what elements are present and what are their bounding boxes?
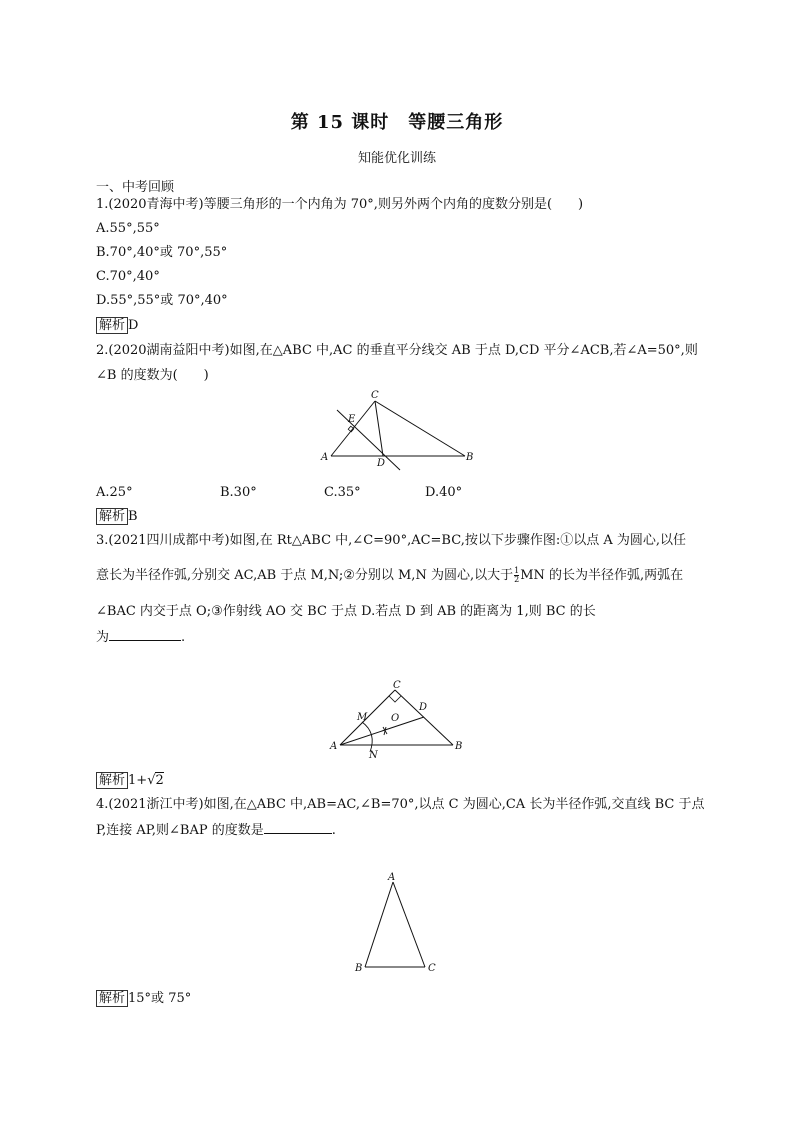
q2-option-b: B.30° [220,485,257,500]
q1-option-d: D.55°,55°或 70°,40° [96,293,228,308]
q2-stem-line2: ∠B 的度数为( ) [96,368,209,383]
q3-label-n: N [369,750,378,761]
q4-label-b: B [355,963,363,974]
q3-label-b: B [455,741,463,752]
q2-label-d: D [377,458,386,469]
sqrt-icon: √ [147,773,156,788]
q3-frac-num: 1 [514,566,520,575]
q1-analysis [96,317,138,334]
q2-label-e: E [348,414,356,425]
q2-label-b: B [466,452,474,463]
q4-answer: 15°或 75° [128,991,192,1006]
q3-right-angle-mark [389,696,401,702]
q4-analysis [96,990,191,1007]
q2-side-cb [375,401,465,456]
q4-stem-line2: P,连接 AP,则∠BAP 的度数是 . [96,823,336,838]
q4-answer-blank [264,821,332,834]
q3-answer-root: 2 [155,773,164,788]
q3-stem-line1: 3.(2021四川成都中考)如图,在 Rt△ABC 中,∠C=90°,AC=BC,按以下步骤作图:①以点 A 为圆心,以任 [96,533,687,548]
analysis-tag: 解析 [96,317,128,334]
q4-label-c: C [428,963,436,974]
page-title: 第 15 课时 等腰三角形 [290,112,504,133]
q4-side-ac [393,882,425,967]
q3-label-c: C [393,680,401,691]
q2-option-c: C.35° [324,485,361,500]
q3-stem-line4-text: 为 [96,630,110,645]
section-heading: 一、中考回顾 [96,180,175,195]
q3-ray-ad [340,717,424,745]
q3-answer-blank [109,628,181,641]
q2-stem-line1: 2.(2020湖南益阳中考)如图,在△ABC 中,AC 的垂直平分线交 AB 于点 D,CD 平分∠ACB,若∠A=50°,则 [96,343,698,358]
q3-stem-line3: ∠BAC 内交于点 O;③作射线 AO 交 BC 于点 D.若点 D 到 AB 的距离为 1,则 BC 的长 [96,604,596,619]
q4-stem-line1: 4.(2021浙江中考)如图,在△ABC 中,AB=AC,∠B=70°,以点 C 为圆心,CA 长为半径作弧,交直线 BC 于点 [96,797,705,812]
q3-stem-line4: 为 . [96,630,186,645]
q1-option-b: B.70°,40°或 70°,55° [96,245,228,260]
q3-stem-line2 [96,567,683,584]
q3-side-ac [340,690,395,745]
analysis-tag: 解析 [96,990,128,1007]
q3-stem-line2b: MN 的长为半径作弧,两弧在 [520,568,684,583]
q3-stem-line2a: 意长为半径作弧,分别交 AC,AB 于点 M,N;②分别以 M,N 为圆心,以大于 [96,568,514,583]
q4-label-a: A [388,872,396,883]
page-subtitle: 知能优化训练 [357,151,436,166]
q3-label-d: D [419,702,428,713]
q4-stem-line2-text: P,连接 AP,则∠BAP 的度数是 [96,823,264,838]
q3-figure [325,678,470,763]
q2-figure [315,388,485,473]
q2-label-c: C [371,390,379,401]
analysis-tag: 解析 [96,508,128,525]
analysis-tag: 解析 [96,772,128,789]
q3-frac-den: 2 [514,575,520,584]
q3-label-m: M [357,712,368,723]
q2-bisector-line [337,410,400,470]
q2-option-a: A.25° [96,485,133,500]
q4-figure [350,870,440,980]
q3-label-o: O [391,713,400,724]
q4-side-ab [365,882,393,967]
q2-option-d: D.40° [425,485,463,500]
q3-fraction [514,567,519,584]
q1-answer: D [128,318,139,333]
q1-option-a: A.55°,55° [96,221,160,236]
q1-option-c: C.70°,40° [96,269,160,284]
q3-label-a: A [330,741,338,752]
q1-stem: 1.(2020青海中考)等腰三角形的一个内角为 70°,则另外两个内角的度数分别是( ) [96,197,584,212]
q3-analysis [96,772,164,789]
q2-label-a: A [321,452,329,463]
q2-analysis [96,508,138,525]
q2-answer: B [128,509,138,524]
q3-answer-prefix: 1+ [128,773,148,788]
